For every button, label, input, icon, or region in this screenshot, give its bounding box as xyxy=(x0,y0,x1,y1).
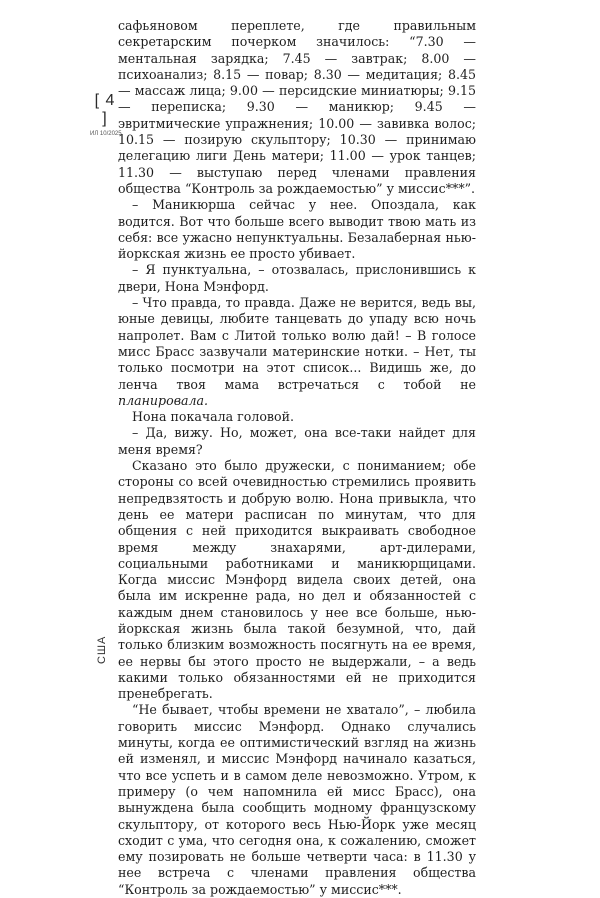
paragraph-list-text: – Что правда, то правда. Даже не верится, ведь вы, юные девицы, любите танцевать до упаду всю ночь напролет. Вам с Литой только волю дай! – В голосе мисс Брасс зазвучали материнские нотки. – Нет, ты только посмотри на этот список... Видишь же, до ленча твоя мама встречаться с тобой не xyxy=(118,295,476,392)
paragraph-manicurist: – Маникюрша сейчас у нее. Опоздала, как водится. Вот что больше всего выводит твою мать из себя: все ужасно непунктуальны. Безалаберная нью-йоркская жизнь ее просто убивает. xyxy=(118,197,476,262)
emphasized-word: планировала. xyxy=(118,392,209,408)
paragraph-schedule: сафьяновом переплете, где правильным секретарским почерком значилось: “7.30 — ментальная зарядка; 7.45 — завтрак; 8.00 — психоанализ; 8.15 — повар; 8.30 — медитация; 8.45 — массаж лица; 9.00 — персидские миниатюры; 9.15 — переписка; 9.30 — маникюр; 9.45 — эвритмические упражнения; 10.00 — завивка волос; 10.15 — позирую скульптору; 10.30 — принимаю делегацию лиги День матери; 11.00 — урок танцев; 11.30 — выступаю перед членами правления общества “Контроль за рождаемостью” у миссис***”. xyxy=(118,18,476,196)
paragraph-friendly: Сказано это было дружески, с пониманием; обе стороны со всей очевидностью стремились проявить непредвзятость и добрую волю. Нона привыкла, что день ее матери расписан по минутам, что для общения с ней приходится выкраивать свободное время между знахарями, арт-дилерами, социальными работниками и маникюрщицами. Когда миссис Мэнфорд видела своих детей, она была им искренне рада, но дел и обязанностей с каждым днем становилось у нее все больше, нью-йоркская жизнь была такой безумной, что, дай только близким возможность посягнуть на ее время, ее нервы бы этого просто не выдержали, – а ведь какими только обязанностями ей не приходится пренебрегать. xyxy=(118,458,476,702)
paragraph-punctual: – Я пунктуальна, – отозвалась, прислонившись к двери, Нона Мэнфорд. xyxy=(118,262,476,294)
page-number: [ 4 ] xyxy=(94,92,116,127)
paragraph-no-time: “Не бывает, чтобы времени не хватало”, – любила говорить миссис Мэнфорд. Однако случались минуты, когда ее оптимистический взгляд на жизнь ей изменял, и миссис Мэнфорд начинало казаться, что все успеть и в самом деле невозможно. Утром, к примеру (о чем напомнила ей мисс Брасс), она вынуждена была сообщить модному французскому скульптору, от которого весь Нью-Йорк уже месяц сходит с ума, что сегодня она, к сожалению, сможет ему позировать не больше четверти часа: в 11.30 у нее встреча с членами правления общества “Контроль за рождаемостью” у миссис***. xyxy=(118,702,476,897)
section-label: США xyxy=(96,635,108,664)
text-column xyxy=(118,18,476,898)
paragraph-list xyxy=(118,295,476,409)
paragraph-nona-shook: Нона покачала головой. xyxy=(132,409,295,425)
issue-label: ИЛ 10/2025 xyxy=(90,131,122,137)
page-number-block xyxy=(90,92,120,138)
paragraph-yes-i-see: – Да, вижу. Но, может, она все-таки найдет для меня время? xyxy=(118,425,476,457)
